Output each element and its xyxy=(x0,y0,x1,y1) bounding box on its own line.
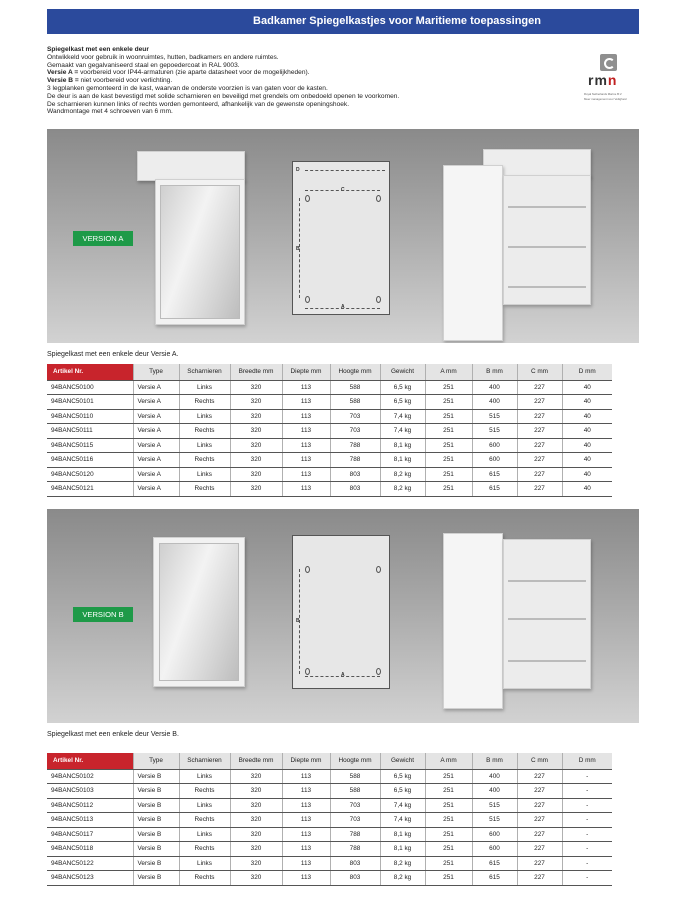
table-cell: - xyxy=(562,798,612,813)
intro-text xyxy=(47,46,477,116)
table-cell: 515 xyxy=(472,813,517,828)
table-cell: Versie A xyxy=(133,453,179,468)
shelf xyxy=(508,206,586,208)
logo-wordmark xyxy=(588,72,617,88)
column-header: Diepte mm xyxy=(282,364,330,380)
shelf xyxy=(508,660,586,662)
table-cell: Links xyxy=(179,438,230,453)
table-cell: Versie A xyxy=(133,424,179,439)
spec-table-version-a xyxy=(47,364,612,497)
column-header: Scharnieren xyxy=(179,364,230,380)
table-row xyxy=(47,409,612,424)
dim-label-c: C xyxy=(341,187,345,193)
intro-line: Ontwikkeld voor gebruik in woonruimtes, hutten, badkamers en andere ruimtes. xyxy=(47,53,279,61)
table-cell: - xyxy=(562,871,612,886)
table-cell: 615 xyxy=(472,482,517,497)
table-header-row xyxy=(47,364,612,380)
table-cell: 320 xyxy=(230,871,282,886)
intro-version-b xyxy=(47,77,477,85)
table-cell: Versie A xyxy=(133,409,179,424)
table-cell: 803 xyxy=(330,871,380,886)
table-cell: 251 xyxy=(425,482,472,497)
table-cell: 8,2 kg xyxy=(380,871,425,886)
version-tag: VERSION A xyxy=(73,231,133,246)
table-cell: Rechts xyxy=(179,424,230,439)
table-cell: Links xyxy=(179,827,230,842)
table-cell: Versie B xyxy=(133,856,179,871)
table-cell: - xyxy=(562,842,612,857)
table-row xyxy=(47,467,612,482)
table-cell: 7,4 kg xyxy=(380,813,425,828)
column-header: A mm xyxy=(425,753,472,769)
screw-hole-icon xyxy=(376,296,381,303)
column-header: D mm xyxy=(562,753,612,769)
table-cell: 94BANC50121 xyxy=(47,482,133,497)
table-cell: 320 xyxy=(230,784,282,799)
table-cell: 6,5 kg xyxy=(380,380,425,395)
column-header: Scharnieren xyxy=(179,753,230,769)
technical-drawing xyxy=(292,535,390,689)
table-row xyxy=(47,424,612,439)
screw-hole-icon xyxy=(305,668,310,675)
table-cell: 40 xyxy=(562,482,612,497)
table-row xyxy=(47,438,612,453)
table-cell: 251 xyxy=(425,438,472,453)
table-cell: 251 xyxy=(425,784,472,799)
table-cell: 400 xyxy=(472,784,517,799)
table-cell: 94BANC50102 xyxy=(47,769,133,784)
table-cell: 251 xyxy=(425,409,472,424)
table-cell: 40 xyxy=(562,380,612,395)
table-cell: Links xyxy=(179,769,230,784)
table-cell: 40 xyxy=(562,395,612,410)
open-cabinet-interior xyxy=(503,175,591,305)
table-cell: 40 xyxy=(562,438,612,453)
table-cell: 320 xyxy=(230,467,282,482)
screw-hole-icon xyxy=(376,566,381,573)
table-cell: Versie B xyxy=(133,827,179,842)
table-cell: 251 xyxy=(425,813,472,828)
table-cell: 227 xyxy=(517,871,562,886)
table-cell: 94BANC50113 xyxy=(47,813,133,828)
table-cell: Versie A xyxy=(133,467,179,482)
dim-label-a: A xyxy=(341,672,345,678)
table-cell: Versie B xyxy=(133,813,179,828)
table-cell: Versie A xyxy=(133,438,179,453)
table-cell: Rechts xyxy=(179,842,230,857)
table-cell: 788 xyxy=(330,842,380,857)
table-cell: 6,5 kg xyxy=(380,784,425,799)
table-cell: 320 xyxy=(230,798,282,813)
table-cell: 40 xyxy=(562,409,612,424)
shelf xyxy=(508,580,586,582)
column-header: Artikel Nr. xyxy=(47,753,133,769)
table-cell: 113 xyxy=(282,482,330,497)
table-cell: 320 xyxy=(230,827,282,842)
table-cell: Links xyxy=(179,380,230,395)
table-cell: 227 xyxy=(517,395,562,410)
table-cell: 40 xyxy=(562,453,612,468)
logo-word-main: rm xyxy=(588,72,608,88)
column-header: C mm xyxy=(517,753,562,769)
table-row xyxy=(47,871,612,886)
table-cell: 227 xyxy=(517,380,562,395)
column-header: A mm xyxy=(425,364,472,380)
screw-hole-icon xyxy=(305,296,310,303)
table-cell: 251 xyxy=(425,424,472,439)
table-row xyxy=(47,842,612,857)
table-cell: 251 xyxy=(425,871,472,886)
column-header: Gewicht xyxy=(380,364,425,380)
table-cell: 8,1 kg xyxy=(380,438,425,453)
logo-subtitle: Meer management voor Veiligheid xyxy=(584,97,627,101)
column-header: C mm xyxy=(517,364,562,380)
table-row xyxy=(47,453,612,468)
table-cell: 113 xyxy=(282,856,330,871)
table-cell: 227 xyxy=(517,453,562,468)
table-cell: 94BANC50115 xyxy=(47,438,133,453)
table-cell: 113 xyxy=(282,871,330,886)
column-header: B mm xyxy=(472,364,517,380)
table-cell: 113 xyxy=(282,769,330,784)
spec-table-version-b xyxy=(47,753,612,886)
table-cell: Links xyxy=(179,856,230,871)
table-cell: 803 xyxy=(330,856,380,871)
table-cell: Rechts xyxy=(179,871,230,886)
cabinet-light-hood xyxy=(137,151,245,181)
table-cell: 703 xyxy=(330,424,380,439)
table-row xyxy=(47,827,612,842)
table-cell: 113 xyxy=(282,438,330,453)
table-cell: 600 xyxy=(472,827,517,842)
screw-hole-icon xyxy=(376,668,381,675)
version-a-text: voorbereid voor IP44-armaturen (zie aparte datasheet voor de mogelijkheden). xyxy=(78,69,310,77)
table-cell: 703 xyxy=(330,798,380,813)
technical-drawing xyxy=(292,161,390,315)
table-cell: 320 xyxy=(230,424,282,439)
intro-line: De scharnieren kunnen links of rechts worden gemonteerd, afhankelijk van de gewenste openingshoek. xyxy=(47,100,350,108)
caption-version-a: Spiegelkast met een enkele deur Versie A. xyxy=(47,351,179,358)
column-header: Type xyxy=(133,753,179,769)
table-cell: 703 xyxy=(330,409,380,424)
screw-hole-icon xyxy=(376,195,381,202)
logo-subtitle: Royal Netherlands Marine B.V. xyxy=(584,92,623,96)
table-cell: 40 xyxy=(562,467,612,482)
table-cell: 227 xyxy=(517,784,562,799)
table-cell: 803 xyxy=(330,467,380,482)
table-cell: 227 xyxy=(517,827,562,842)
table-cell: Links xyxy=(179,409,230,424)
table-cell: 803 xyxy=(330,482,380,497)
logo-word-accent: n xyxy=(607,72,618,88)
version-tag: VERSION B xyxy=(73,607,133,622)
shelf xyxy=(508,246,586,248)
column-header: Hoogte mm xyxy=(330,364,380,380)
table-cell: 251 xyxy=(425,467,472,482)
table-cell: 94BANC50112 xyxy=(47,798,133,813)
caption-version-b: Spiegelkast met een enkele deur Versie B. xyxy=(47,731,179,738)
column-header: B mm xyxy=(472,753,517,769)
table-cell: 8,2 kg xyxy=(380,467,425,482)
table-cell: Rechts xyxy=(179,395,230,410)
table-cell: 227 xyxy=(517,798,562,813)
table-cell: 251 xyxy=(425,769,472,784)
column-header: Type xyxy=(133,364,179,380)
logo-mark-icon xyxy=(600,54,617,71)
table-cell: 615 xyxy=(472,871,517,886)
column-header: D mm xyxy=(562,364,612,380)
table-cell: Versie B xyxy=(133,871,179,886)
table-cell: 8,1 kg xyxy=(380,453,425,468)
table-cell: 113 xyxy=(282,827,330,842)
table-cell: 94BANC50116 xyxy=(47,453,133,468)
table-cell: 113 xyxy=(282,784,330,799)
table-cell: 400 xyxy=(472,380,517,395)
intro-line: 3 legplanken gemonteerd in de kast, waarvan de onderste voorzien is van gaten voor de kasten. xyxy=(47,84,328,92)
screw-hole-icon xyxy=(305,566,310,573)
table-cell: - xyxy=(562,813,612,828)
table-cell: 94BANC50123 xyxy=(47,871,133,886)
table-cell: Rechts xyxy=(179,482,230,497)
table-cell: 588 xyxy=(330,769,380,784)
product-photo-version-b xyxy=(47,509,639,723)
table-row xyxy=(47,813,612,828)
table-cell: 515 xyxy=(472,798,517,813)
table-cell: 227 xyxy=(517,409,562,424)
table-cell: 7,4 kg xyxy=(380,409,425,424)
table-cell: Links xyxy=(179,798,230,813)
column-header: Breedte mm xyxy=(230,364,282,380)
table-cell: 113 xyxy=(282,842,330,857)
table-cell: 400 xyxy=(472,395,517,410)
table-cell: 251 xyxy=(425,842,472,857)
dim-label-a: A xyxy=(341,304,345,310)
table-cell: 94BANC50122 xyxy=(47,856,133,871)
table-cell: 227 xyxy=(517,438,562,453)
table-cell: 94BANC50117 xyxy=(47,827,133,842)
table-cell: 588 xyxy=(330,784,380,799)
table-row xyxy=(47,395,612,410)
table-cell: Versie B xyxy=(133,784,179,799)
table-cell: 94BANC50110 xyxy=(47,409,133,424)
dimension-line xyxy=(305,170,385,171)
column-header: Gewicht xyxy=(380,753,425,769)
open-cabinet-door xyxy=(443,533,503,709)
table-cell: 113 xyxy=(282,424,330,439)
table-cell: Versie B xyxy=(133,798,179,813)
intro-version-a xyxy=(47,69,477,77)
table-row xyxy=(47,769,612,784)
column-header: Diepte mm xyxy=(282,753,330,769)
table-cell: 113 xyxy=(282,467,330,482)
table-cell: 615 xyxy=(472,467,517,482)
table-cell: 94BANC50111 xyxy=(47,424,133,439)
table-cell: 320 xyxy=(230,482,282,497)
table-cell: 320 xyxy=(230,395,282,410)
column-header: Artikel Nr. xyxy=(47,364,133,380)
table-cell: 788 xyxy=(330,827,380,842)
table-cell: Rechts xyxy=(179,784,230,799)
table-cell: - xyxy=(562,856,612,871)
table-row xyxy=(47,380,612,395)
table-cell: 251 xyxy=(425,856,472,871)
table-cell: 8,2 kg xyxy=(380,856,425,871)
table-cell: 94BANC50101 xyxy=(47,395,133,410)
cabinet-mirror xyxy=(160,185,240,319)
open-cabinet-door xyxy=(443,165,503,341)
table-cell: 8,1 kg xyxy=(380,827,425,842)
table-cell: 251 xyxy=(425,798,472,813)
dim-label-b: B xyxy=(296,246,300,252)
column-header: Hoogte mm xyxy=(330,753,380,769)
version-b-text: niet voorbereid voor verlichting. xyxy=(78,77,173,85)
table-cell: 40 xyxy=(562,424,612,439)
table-cell: 515 xyxy=(472,424,517,439)
table-cell: 7,4 kg xyxy=(380,424,425,439)
table-cell: 227 xyxy=(517,842,562,857)
table-cell: 515 xyxy=(472,409,517,424)
table-cell: Versie B xyxy=(133,769,179,784)
intro-line: De deur is aan de kast bevestigd met solide scharnieren en beveiligd met grendels om onbedoeld openen te voorkomen. xyxy=(47,92,400,100)
intro-heading: Spiegelkast met een enkele deur xyxy=(47,46,149,53)
table-cell: 600 xyxy=(472,842,517,857)
table-cell: 227 xyxy=(517,467,562,482)
cabinet-mirror xyxy=(159,543,239,681)
table-cell: 703 xyxy=(330,813,380,828)
table-cell: 113 xyxy=(282,380,330,395)
table-cell: 113 xyxy=(282,409,330,424)
table-cell: 588 xyxy=(330,380,380,395)
table-cell: 113 xyxy=(282,395,330,410)
shelf xyxy=(508,618,586,620)
table-cell: 400 xyxy=(472,769,517,784)
table-cell: 788 xyxy=(330,453,380,468)
intro-line: Wandmontage met 4 schroeven van 6 mm. xyxy=(47,108,173,116)
table-cell: 320 xyxy=(230,856,282,871)
table-cell: 320 xyxy=(230,438,282,453)
version-b-label: Versie B = xyxy=(47,77,79,85)
column-header: Breedte mm xyxy=(230,753,282,769)
table-cell: - xyxy=(562,784,612,799)
table-row xyxy=(47,856,612,871)
table-cell: 94BANC50118 xyxy=(47,842,133,857)
table-cell: Rechts xyxy=(179,813,230,828)
table-cell: 94BANC50120 xyxy=(47,467,133,482)
table-cell: 113 xyxy=(282,813,330,828)
table-header-row xyxy=(47,753,612,769)
table-cell: Versie B xyxy=(133,842,179,857)
table-cell: 788 xyxy=(330,438,380,453)
version-a-label: Versie A = xyxy=(47,69,79,77)
screw-hole-icon xyxy=(305,195,310,202)
table-cell: - xyxy=(562,827,612,842)
table-cell: 251 xyxy=(425,380,472,395)
table-cell: Links xyxy=(179,467,230,482)
table-cell: 227 xyxy=(517,769,562,784)
table-cell: 320 xyxy=(230,813,282,828)
dimension-line xyxy=(305,190,380,191)
table-cell: 227 xyxy=(517,856,562,871)
table-cell: 251 xyxy=(425,827,472,842)
table-cell: 6,5 kg xyxy=(380,395,425,410)
table-cell: 251 xyxy=(425,453,472,468)
table-cell: 227 xyxy=(517,424,562,439)
table-cell: 227 xyxy=(517,482,562,497)
table-cell: 227 xyxy=(517,813,562,828)
table-row xyxy=(47,482,612,497)
dim-label-d: D xyxy=(296,167,300,173)
company-logo xyxy=(582,54,638,106)
table-cell: 8,2 kg xyxy=(380,482,425,497)
table-cell: 8,1 kg xyxy=(380,842,425,857)
intro-line: Gemaakt van gegalvaniseerd staal en gepoedercoat in RAL 9003. xyxy=(47,61,240,69)
table-cell: 94BANC50103 xyxy=(47,784,133,799)
table-cell: 94BANC50100 xyxy=(47,380,133,395)
table-cell: 320 xyxy=(230,842,282,857)
table-cell: 251 xyxy=(425,395,472,410)
table-cell: 600 xyxy=(472,438,517,453)
table-cell: 600 xyxy=(472,453,517,468)
table-cell: - xyxy=(562,769,612,784)
table-cell: 113 xyxy=(282,798,330,813)
table-cell: 113 xyxy=(282,453,330,468)
table-cell: Versie A xyxy=(133,395,179,410)
open-cabinet-interior xyxy=(503,539,591,689)
table-cell: 615 xyxy=(472,856,517,871)
table-row xyxy=(47,798,612,813)
table-cell: 320 xyxy=(230,453,282,468)
table-cell: 7,4 kg xyxy=(380,798,425,813)
table-cell: Rechts xyxy=(179,453,230,468)
table-row xyxy=(47,784,612,799)
dim-label-b: B xyxy=(296,618,300,624)
table-cell: 588 xyxy=(330,395,380,410)
shelf xyxy=(508,286,586,288)
table-cell: 320 xyxy=(230,380,282,395)
table-cell: 6,5 kg xyxy=(380,769,425,784)
table-cell: 320 xyxy=(230,409,282,424)
table-cell: Versie A xyxy=(133,482,179,497)
product-photo-version-a xyxy=(47,129,639,343)
page-banner: Badkamer Spiegelkastjes voor Maritieme toepassingen xyxy=(47,9,639,34)
table-cell: 320 xyxy=(230,769,282,784)
table-cell: Versie A xyxy=(133,380,179,395)
